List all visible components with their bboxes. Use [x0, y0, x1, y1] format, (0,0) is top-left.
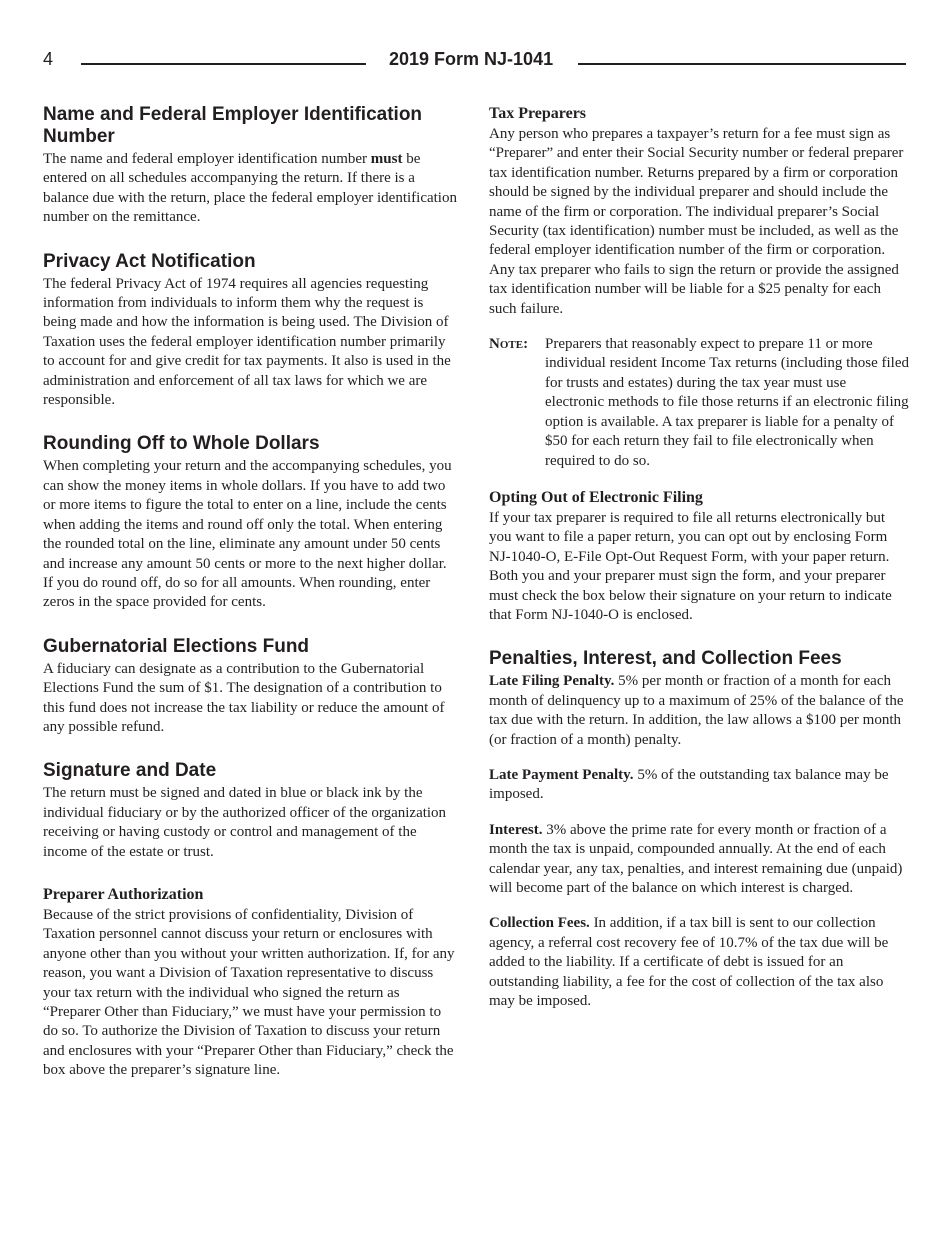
- page-header: [43, 48, 906, 72]
- interest-label: Interest.: [489, 821, 543, 838]
- heading-name-fein: Name and Federal Employer Identification Number: [43, 104, 423, 147]
- collection-paragraph: [489, 914, 909, 1011]
- section-tax-preparers: [489, 104, 909, 471]
- late-filing-label: Late Filing Penalty.: [489, 673, 615, 690]
- heading-signature: Signature and Date: [43, 760, 217, 782]
- late-payment-label: Late Payment Penalty.: [489, 766, 634, 783]
- name-fein-text-bold: must: [370, 151, 403, 167]
- page-title: 2019 Form NJ-1041: [389, 49, 554, 69]
- note-label: Note:: [489, 336, 529, 353]
- section-preparer-auth: [43, 885, 458, 1081]
- left-column: [43, 104, 458, 1104]
- header-rule-left: [81, 63, 366, 65]
- name-fein-text-pre: The name and federal employer identification number: [43, 151, 371, 167]
- interest-text: 3% above the prime rate for every month or fraction of a month the tax is unpaid, compounded annually. At the end of each calendar year, any tax, penalties, and interest remaining due (unpaid) will become part of the balance on which interest is charged.: [489, 821, 903, 896]
- late-payment-text: 5% of the outstanding tax balance may be imposed.: [489, 766, 889, 803]
- body-tax-preparers: Any person who prepares a taxpayer’s return for a fee must sign as “Preparer” and enter their Social Security number or federal preparer tax identification number. Returns prepared by a firm or corporation should be signed by the individual preparer and should include the name of the firm or corporation. The individual preparer’s Social Security (tax identification) number must be included, as well as the federal employer identification number of the firm or corporation. Any tax preparer who fails to sign the return or provide the assigned tax identification number will be liable for a $25 penalty for each such failure.: [489, 126, 904, 317]
- heading-preparer-auth: Preparer Authorization: [43, 885, 204, 903]
- section-penalties: [489, 648, 909, 1011]
- section-gubernatorial: [43, 636, 458, 738]
- body-preparer-auth: Because of the strict provisions of confidentiality, Division of Taxation personnel cannot discuss your return or enclosures with anyone other than you without your written authorization. If, for any reason, you want a Division of Taxation representative to discuss your tax return with the individual who signed the return as “Preparer Other than Fiduciary,” we must have your permission to do so. To authorize the Division of Taxation to discuss your return and enclosures with your “Preparer Other than Fiduciary,” check the box above the preparer’s signature line.: [43, 906, 455, 1079]
- body-privacy: The federal Privacy Act of 1974 requires all agencies requesting information from individuals to inform them why the request is being made and how the information is being used. The Division of Taxation uses the federal employer identification number primarily to account for and give credit for tax payments. It also is used in the administration and enforcement of all tax laws for which we are responsible.: [43, 275, 451, 409]
- heading-opt-out: Opting Out of Electronic Filing: [489, 488, 703, 506]
- body-name-fein: [43, 150, 458, 228]
- body-signature: The return must be signed and dated in blue or black ink by the individual fiduciary or by the authorized officer of the organization receiving or having custody or control and management of the income of the estate or trust.: [43, 785, 447, 860]
- section-privacy: [43, 251, 458, 411]
- page-number: 4: [43, 49, 54, 69]
- section-signature: [43, 760, 458, 862]
- heading-gubernatorial: Gubernatorial Elections Fund: [43, 635, 310, 657]
- late-filing-paragraph: [489, 672, 909, 750]
- heading-privacy: Privacy Act Notification: [43, 250, 256, 272]
- right-column: [489, 104, 909, 1011]
- late-filing-text: 5% per month or fraction of a month for each month of delinquency up to a maximum of 25% of the balance of the tax due with the return. In addition, the law allows a $100 per month (or fraction of a month) penalty.: [489, 673, 904, 748]
- heading-tax-preparers: Tax Preparers: [489, 105, 587, 122]
- note-block: [489, 335, 909, 471]
- late-payment-paragraph: [489, 766, 909, 805]
- body-rounding: When completing your return and the accompanying schedules, you can show the money items in whole dollars. If you have to add two or more items to figure the total to enter on a line, include the cents when adding the items and round off only the total. When entering the rounded total on the line, eliminate any amount under 50 cents and increase any amount 50 cents or more to the next higher dollar. If you do round off, do so for all amounts. When rounding, enter zeros in the space provided for cents.: [43, 458, 452, 611]
- name-fein-text-post: be entered on all schedules accompanying the return. If there is a balance due with the return, place the federal employer identification number on the remittance.: [43, 151, 457, 226]
- heading-rounding: Rounding Off to Whole Dollars: [43, 433, 320, 455]
- collection-text: In addition, if a tax bill is sent to our collection agency, a referral cost recovery fee of 10.7% of the tax due will be added to the liability. If a certificate of debt is issued for an outstanding liability, a fee for the cost of collection of the tax also may be imposed.: [489, 915, 889, 1010]
- interest-paragraph: [489, 821, 909, 899]
- section-rounding: [43, 433, 458, 612]
- heading-penalties: Penalties, Interest, and Collection Fees: [489, 648, 842, 670]
- body-opt-out: If your tax preparer is required to file all returns electronically but you want to file a paper return, you can opt out by enclosing Form NJ-1040-O, E-File Opt-Out Request Form, with your paper return. Both you and your preparer must sign the form, and your preparer must check the box below their signature on your return to indicate that Form NJ-1040-O is enclosed.: [489, 509, 892, 623]
- section-name-fein: [43, 104, 458, 228]
- section-opt-out: [489, 488, 909, 625]
- body-gubernatorial: A fiduciary can designate as a contribution to the Gubernatorial Elections Fund the sum of $1. The designation of a contribution to this fund does not increase the tax liability or reduce the amount of any possible refund.: [43, 660, 445, 735]
- collection-label: Collection Fees.: [489, 915, 590, 932]
- note-body: Preparers that reasonably expect to prepare 11 or more individual resident Income Tax returns (including those filed for trusts and estates) during the tax year must use electronic methods to file those returns if an electronic filing option is available. A tax preparer is liable for a penalty of $50 for each return they fail to file electronically when required to do so.: [545, 336, 909, 469]
- header-rule-right: [578, 63, 906, 65]
